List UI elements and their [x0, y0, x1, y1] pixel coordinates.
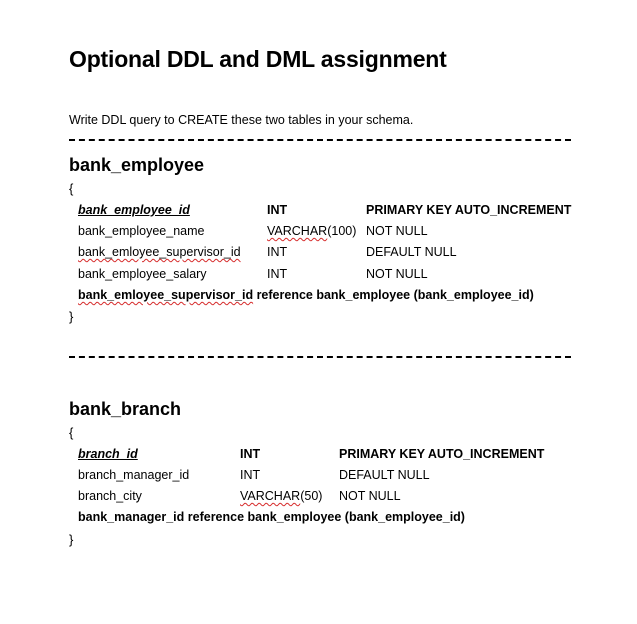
open-brace: { — [69, 425, 74, 440]
document-title: Optional DDL and DML assignment — [69, 46, 447, 72]
column-constraint: NOT NULL — [366, 224, 428, 238]
column-constraint: DEFAULT NULL — [366, 245, 457, 259]
column-name: branch_manager_id — [78, 468, 190, 482]
separator-line-2 — [69, 356, 571, 358]
column-constraint: DEFAULT NULL — [339, 468, 430, 482]
table-name-bank-branch: bank_branch — [69, 399, 182, 419]
spellcheck-varchar: VARCHAR — [267, 224, 328, 238]
table-name-bank-employee: bank_employee — [69, 155, 205, 175]
column-constraint: PRIMARY KEY AUTO_INCREMENT — [366, 203, 572, 217]
type-size: (100) — [327, 224, 357, 238]
foreign-key-line — [78, 288, 534, 302]
column-type: INT — [267, 267, 288, 281]
fk-reference: reference bank_employee (bank_employee_id) — [253, 288, 534, 302]
type-size: (50) — [300, 489, 323, 503]
spellcheck-varchar: VARCHAR — [240, 489, 301, 503]
column-constraint: PRIMARY KEY AUTO_INCREMENT — [339, 447, 545, 461]
close-brace: } — [69, 532, 74, 547]
column-constraint: NOT NULL — [366, 267, 428, 281]
column-type: INT — [267, 203, 288, 217]
close-brace: } — [69, 309, 74, 324]
intro-text: Write DDL query to CREATE these two tables in your schema. — [69, 113, 414, 127]
column-type: INT — [240, 468, 261, 482]
column-name-pk: branch_id — [78, 447, 138, 461]
column-name: bank_employee_name — [78, 224, 205, 238]
column-constraint: NOT NULL — [339, 489, 401, 503]
fk-column: bank_emloyee_supervisor_id — [78, 288, 254, 302]
column-name: branch_city — [78, 489, 142, 503]
open-brace: { — [69, 181, 74, 196]
column-type — [267, 224, 356, 238]
column-type — [240, 489, 322, 503]
column-type: INT — [240, 447, 261, 461]
column-name: bank_emloyee_supervisor_id — [78, 245, 241, 259]
column-name: bank_employee_salary — [78, 267, 207, 281]
foreign-key-line: bank_manager_id reference bank_employee (bank_employee_id) — [78, 510, 465, 524]
column-name-pk: bank_employee_id — [78, 203, 190, 217]
separator-line-1 — [69, 139, 571, 141]
column-type: INT — [267, 245, 288, 259]
